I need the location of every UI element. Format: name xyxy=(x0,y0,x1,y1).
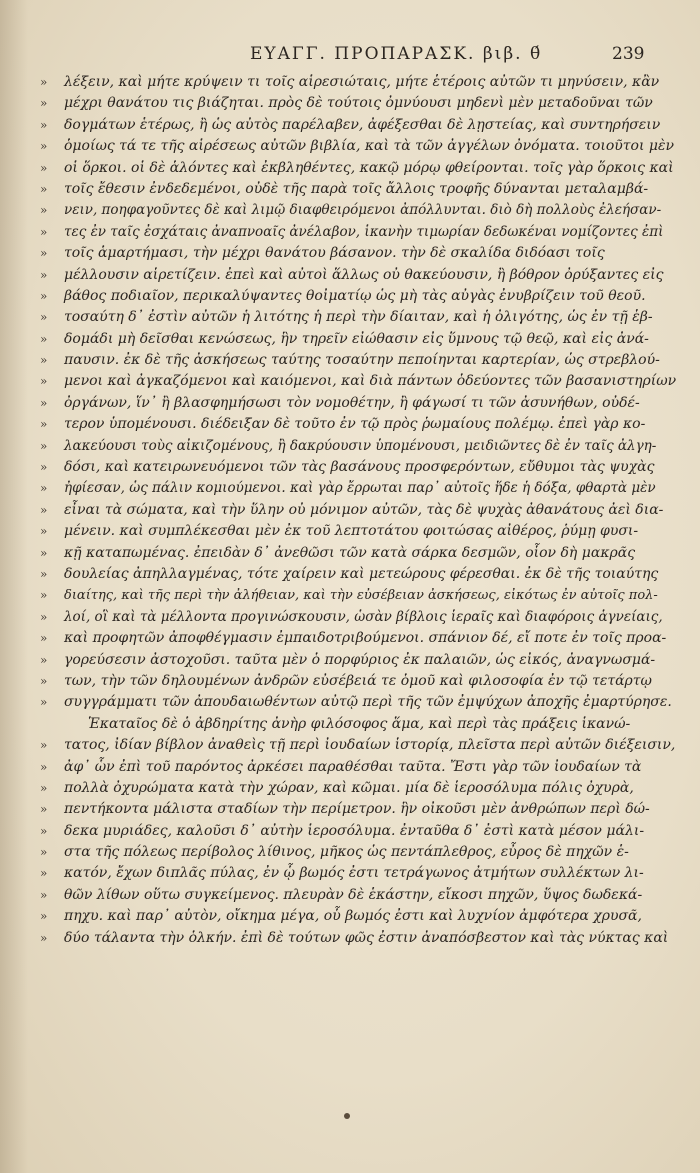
line-text: των, τὴν τῶν δηλουμένων ἀνδρῶν εὐσέβειά τε ὁμοῦ καὶ φιλοσοφία ἐν τῷ τετάρτῳ xyxy=(64,672,652,689)
quote-marker: » xyxy=(40,780,48,795)
quote-marker: » xyxy=(40,609,48,624)
line-text: παυσιν. ἐκ δὲ τῆς ἀσκήσεως ταύτης τοσαύτην πεποίηνται καρτερίαν, ὡς στρεβλού- xyxy=(64,352,660,369)
line-text: τες ἐν ταῖς ἐσχάταις ἀναπνοαῖς ἀνέλαβον, ἱκανὴν τιμωρίαν δεδωκέναι νομίζοντες ἐπὶ xyxy=(64,223,664,240)
line-text: πεντήκοντα μάλιστα σταδίων τὴν περίμετρον. ἣν οἰκοῦσι μὲν ἀνθρώπων περὶ δώ- xyxy=(64,801,650,818)
quote-marker: » xyxy=(40,267,48,282)
quote-marker: » xyxy=(40,866,48,881)
line-text: λοί, οἳ καὶ τὰ μέλλοντα προγινώσκουσιν, ὡσὰν βίβλοις ἱεραῖς καὶ διαφόροις ἁγνείαις, xyxy=(64,608,663,625)
text-line xyxy=(40,393,680,414)
line-text: Ἑκαταῖος δὲ ὁ ἀβδηρίτης ἀνὴρ φιλόσοφος ἅμα, καὶ περὶ τὰς πράξεις ἱκανώ- xyxy=(88,715,631,732)
quote-marker: » xyxy=(40,823,48,838)
text-line xyxy=(40,564,680,585)
quote-marker: » xyxy=(40,139,48,154)
text-line xyxy=(40,478,680,499)
quote-marker: » xyxy=(40,652,48,667)
line-text: δύο τάλαντα τὴν ὁλκήν. ἐπὶ δὲ τούτων φῶς ἐστιν ἀναπόσβεστον καὶ τὰς νύκτας καὶ xyxy=(64,929,669,946)
text-line xyxy=(40,692,680,713)
text-line xyxy=(40,799,680,820)
line-text: στα τῆς πόλεως περίβολος λίθινος, μῆκος ὡς πεντάπλεθρος, εὖρος δὲ πηχῶν ἑ- xyxy=(64,844,629,861)
text-line xyxy=(40,436,680,457)
quote-marker: » xyxy=(40,460,48,475)
text-line xyxy=(40,842,680,863)
line-text: γορεύσεσιν ἀστοχοῦσι. ταῦτα μὲν ὁ πορφύριος ἐκ παλαιῶν, ὡς εἰκός, ἀναγνωσμά- xyxy=(64,651,656,668)
line-text: λέξειν, καὶ μήτε κρύψειν τι τοῖς αἱρεσιώταις, μήτε ἑτέροις αὐτῶν τι μηνύσειν, κἂν xyxy=(64,74,660,90)
text-line xyxy=(40,222,680,243)
line-text: πηχυ. καὶ παρ᾽ αὐτὸν, οἴκημα μέγα, οὗ βωμός ἐστι καὶ λυχνίον ἀμφότερα χρυσᾶ, xyxy=(64,908,642,925)
quote-marker: » xyxy=(40,353,48,368)
quote-marker: » xyxy=(40,203,48,218)
quote-marker: » xyxy=(40,524,48,539)
line-text: οἱ ὅρκοι. οἱ δὲ ἁλόντες καὶ ἐκβληθέντες, κακῷ μόρῳ φθείρονται. τοῖς γὰρ ὅρκοις καὶ xyxy=(64,159,674,176)
line-text: δομάδι μὴ δεῖσθαι κενώσεως, ἣν τηρεῖν εἰώθασιν εἰς ὕμνους τῷ θεῷ, καὶ εἰς ἀνά- xyxy=(64,330,649,347)
text-line xyxy=(40,200,680,221)
text-line xyxy=(40,628,680,649)
line-text: ὁμοίως τά τε τῆς αἱρέσεως αὐτῶν βιβλία, καὶ τὰ τῶν ἀγγέλων ὀνόματα. τοιοῦτοι μὲν xyxy=(64,138,675,155)
line-text: ἀφ᾽ ὧν ἐπὶ τοῦ παρόντος ἀρκέσει παραθέσθαι ταῦτα. Ἔστι γὰρ τῶν ἰουδαίων τὰ xyxy=(64,758,642,775)
page-number: 239 xyxy=(612,44,645,64)
text-line xyxy=(40,885,680,906)
line-text: εἶναι τὰ σώματα, καὶ τὴν ὕλην οὐ μόνιμον αὐτῶν, τὰς δὲ ψυχὰς ἀθανάτους ἀεὶ δια- xyxy=(64,501,664,518)
text-line xyxy=(40,906,680,927)
gutter-shadow xyxy=(0,0,28,1173)
line-text: μένειν. καὶ συμπλέκεσθαι μὲν ἐκ τοῦ λεπτοτάτου φοιτώσας αἰθέρος, ῥύμῃ φυσι- xyxy=(64,523,639,540)
text-line xyxy=(40,307,680,328)
quote-marker: » xyxy=(40,438,48,453)
text-line xyxy=(40,243,680,264)
text-line xyxy=(40,863,680,884)
quote-marker: » xyxy=(40,96,48,111)
line-text: μέχρι θανάτου τις βιάζηται. πρὸς δὲ τούτοις ὀμνύουσι μηδενὶ μὲν μεταδοῦναι τῶν xyxy=(64,95,653,112)
text-line xyxy=(40,650,680,671)
quote-marker: » xyxy=(40,288,48,303)
text-line xyxy=(40,521,680,542)
running-head: ΕΥΑΓΓ. ΠΡΟΠΑΡΑΣΚ. βιβ. θ́ xyxy=(250,44,543,64)
quote-marker: » xyxy=(40,887,48,902)
quote-marker: » xyxy=(40,631,48,646)
quote-marker: » xyxy=(40,502,48,517)
quote-marker: » xyxy=(40,481,48,496)
line-text: τοῖς ἔθεσιν ἐνδεδεμένοι, οὐδὲ τῆς παρὰ τοῖς ἄλλοις τροφῆς δύνανται μεταλαμβά- xyxy=(64,180,649,197)
quote-marker: » xyxy=(40,160,48,175)
line-text: λακεύουσι τοὺς αἰκιζομένους, ἢ δακρύουσιν ὑπομένουσι, μειδιῶντες δὲ ἐν ταῖς ἀλγη- xyxy=(64,437,657,454)
quote-marker: » xyxy=(40,246,48,261)
line-text: καὶ προφητῶν ἀποφθέγμασιν ἐμπαιδοτριβούμενοι. σπάνιον δέ, εἴ ποτε ἐν τοῖς προα- xyxy=(64,630,667,647)
line-text: κῇ καταπωμένας. ἐπειδὰν δ᾽ ἀνεθῶσι τῶν κατὰ σάρκα δεσμῶν, οἷον δὴ μακρᾶς xyxy=(64,544,636,561)
text-line xyxy=(40,350,680,371)
text-line xyxy=(40,821,680,842)
text-line xyxy=(40,371,680,392)
quote-marker: » xyxy=(40,224,48,239)
text-line xyxy=(40,457,680,478)
quote-marker: » xyxy=(40,545,48,560)
text-line xyxy=(40,72,680,93)
body-text xyxy=(40,72,680,949)
text-line xyxy=(40,115,680,136)
text-line xyxy=(40,735,680,756)
line-text: τατος, ἰδίαν βίβλον ἀναθεὶς τῇ περὶ ἰουδαίων ἱστορίᾳ, πλεῖστα περὶ αὐτῶν διέξεισιν, xyxy=(64,737,676,754)
text-line xyxy=(40,179,680,200)
text-line xyxy=(40,500,680,521)
quote-marker: » xyxy=(40,845,48,860)
text-line xyxy=(40,543,680,564)
text-line xyxy=(40,671,680,692)
quote-marker: » xyxy=(40,417,48,432)
quote-marker: » xyxy=(40,395,48,410)
text-line xyxy=(40,329,680,350)
quote-marker: » xyxy=(40,181,48,196)
quote-marker: » xyxy=(40,695,48,710)
quote-marker: » xyxy=(40,310,48,325)
line-text: δεκα μυριάδες, καλοῦσι δ᾽ αὐτὴν ἱεροσόλυμα. ἐνταῦθα δ᾽ ἐστὶ κατὰ μέσον μάλι- xyxy=(64,822,645,839)
quote-marker: » xyxy=(40,374,48,389)
line-text: ὀργάνων, ἵν᾽ ἢ βλασφημήσωσι τὸν νομοθέτην, ἢ φάγωσί τι τῶν ἀσυνήθων, οὐδέ- xyxy=(64,394,640,411)
line-text: θῶν λίθων οὕτω συγκείμενος. πλευρὰν δὲ ἑκάστην, εἴκοσι πηχῶν, ὕψος δωδεκά- xyxy=(64,886,643,903)
line-text: κατόν, ἔχων διπλᾶς πύλας, ἐν ᾧ βωμός ἐστι τετράγωνος ἀτμήτων συλλέκτων λι- xyxy=(64,865,644,882)
quote-marker: » xyxy=(40,738,48,753)
text-line xyxy=(40,585,680,606)
text-line xyxy=(40,757,680,778)
line-text: νειν, ποηφαγοῦντες δὲ καὶ λιμῷ διαφθειρόμενοι ἀπόλλυνται. διὸ δὴ πολλοὺς ἐλεήσαν- xyxy=(64,202,662,219)
line-text: διαίτης, καὶ τῆς περὶ τὴν ἀλήθειαν, καὶ τὴν εὐσέβειαν ἀσκήσεως, εἰκότως ἐν αὐτοῖς πολ- xyxy=(64,588,658,604)
text-line xyxy=(40,286,680,307)
quote-marker: » xyxy=(40,909,48,924)
text-line xyxy=(40,607,680,628)
text-line xyxy=(40,414,680,435)
line-text: τερον ὑπομένουσι. διέδειξαν δὲ τοῦτο ἐν τῷ πρὸς ῥωμαίους πολέμῳ. ἐπεὶ γὰρ κο- xyxy=(64,416,646,433)
text-line xyxy=(40,93,680,114)
line-text: μέλλουσιν αἱρετίζειν. ἐπεὶ καὶ αὐτοὶ ἅλλως οὐ θακεύουσιν, ἢ βόθρον ὀρύξαντες εἰς xyxy=(64,266,664,283)
line-text: τοῖς ἁμαρτήμασι, τὴν μέχρι θανάτου βάσανον. τὴν δὲ σκαλίδα διδόασι τοῖς xyxy=(64,245,605,262)
text-line xyxy=(40,158,680,179)
line-text: ἠφίεσαν, ὡς πάλιν κομιούμενοι. καὶ γὰρ ἔρρωται παρ᾽ αὐτοῖς ἥδε ἡ δόξα, φθαρτὰ μὲν xyxy=(64,480,656,497)
line-text: δογμάτων ἑτέρως, ἢ ὡς αὐτὸς παρέλαβεν, ἀφέξεσθαι δὲ λῃστείας, καὶ συντηρήσειν xyxy=(64,116,661,133)
text-line xyxy=(40,265,680,286)
quote-marker: » xyxy=(40,588,48,603)
text-line xyxy=(40,714,680,735)
quote-marker: » xyxy=(40,802,48,817)
line-text: μενοι καὶ ἀγκαζόμενοι καὶ καιόμενοι, καὶ διὰ πάντων ὁδεύοντες τῶν βασανιστηρίων xyxy=(64,373,677,390)
line-text: τοσαύτη δ᾽ ἐστὶν αὐτῶν ἡ λιτότης ἡ περὶ τὴν δίαιταν, καὶ ἡ ὀλιγότης, ὡς ἐν τῇ ἑβ- xyxy=(64,309,653,326)
quote-marker: » xyxy=(40,673,48,688)
line-text: βάθος ποδιαῖον, περικαλύψαντες θοἰματίῳ ὡς μὴ τὰς αὐγὰς ἐνυβρίζειν τοῦ θεοῦ. xyxy=(64,287,646,304)
quote-marker: » xyxy=(40,331,48,346)
text-line xyxy=(40,778,680,799)
line-text: συγγράμματι τῶν ἀπουδαιωθέντων αὐτῷ περὶ τῆς τῶν ἐμψύχων ἀποχῆς ἐμαρτύρησε. xyxy=(64,694,672,711)
quote-marker: » xyxy=(40,117,48,132)
quote-marker: » xyxy=(40,930,48,945)
line-text: δόσι, καὶ κατειρωνευόμενοι τῶν τὰς βασάνους προσφερόντων, εὔθυμοι τὰς ψυχὰς xyxy=(64,459,655,476)
line-text: πολλὰ ὀχυρώματα κατὰ τὴν χώραν, καὶ κῶμαι. μία δὲ ἱεροσόλυμα πόλις ὀχυρὰ, xyxy=(64,779,634,796)
text-line xyxy=(40,136,680,157)
quote-marker: » xyxy=(40,759,48,774)
line-text: δουλείας ἀπηλλαγμένας, τότε χαίρειν καὶ μετεώρους φέρεσθαι. ἐκ δὲ τῆς τοιαύτης xyxy=(64,565,659,582)
page-ornament-dot xyxy=(344,1113,350,1119)
quote-marker: » xyxy=(40,75,48,89)
text-line xyxy=(40,928,680,949)
quote-marker: » xyxy=(40,566,48,581)
